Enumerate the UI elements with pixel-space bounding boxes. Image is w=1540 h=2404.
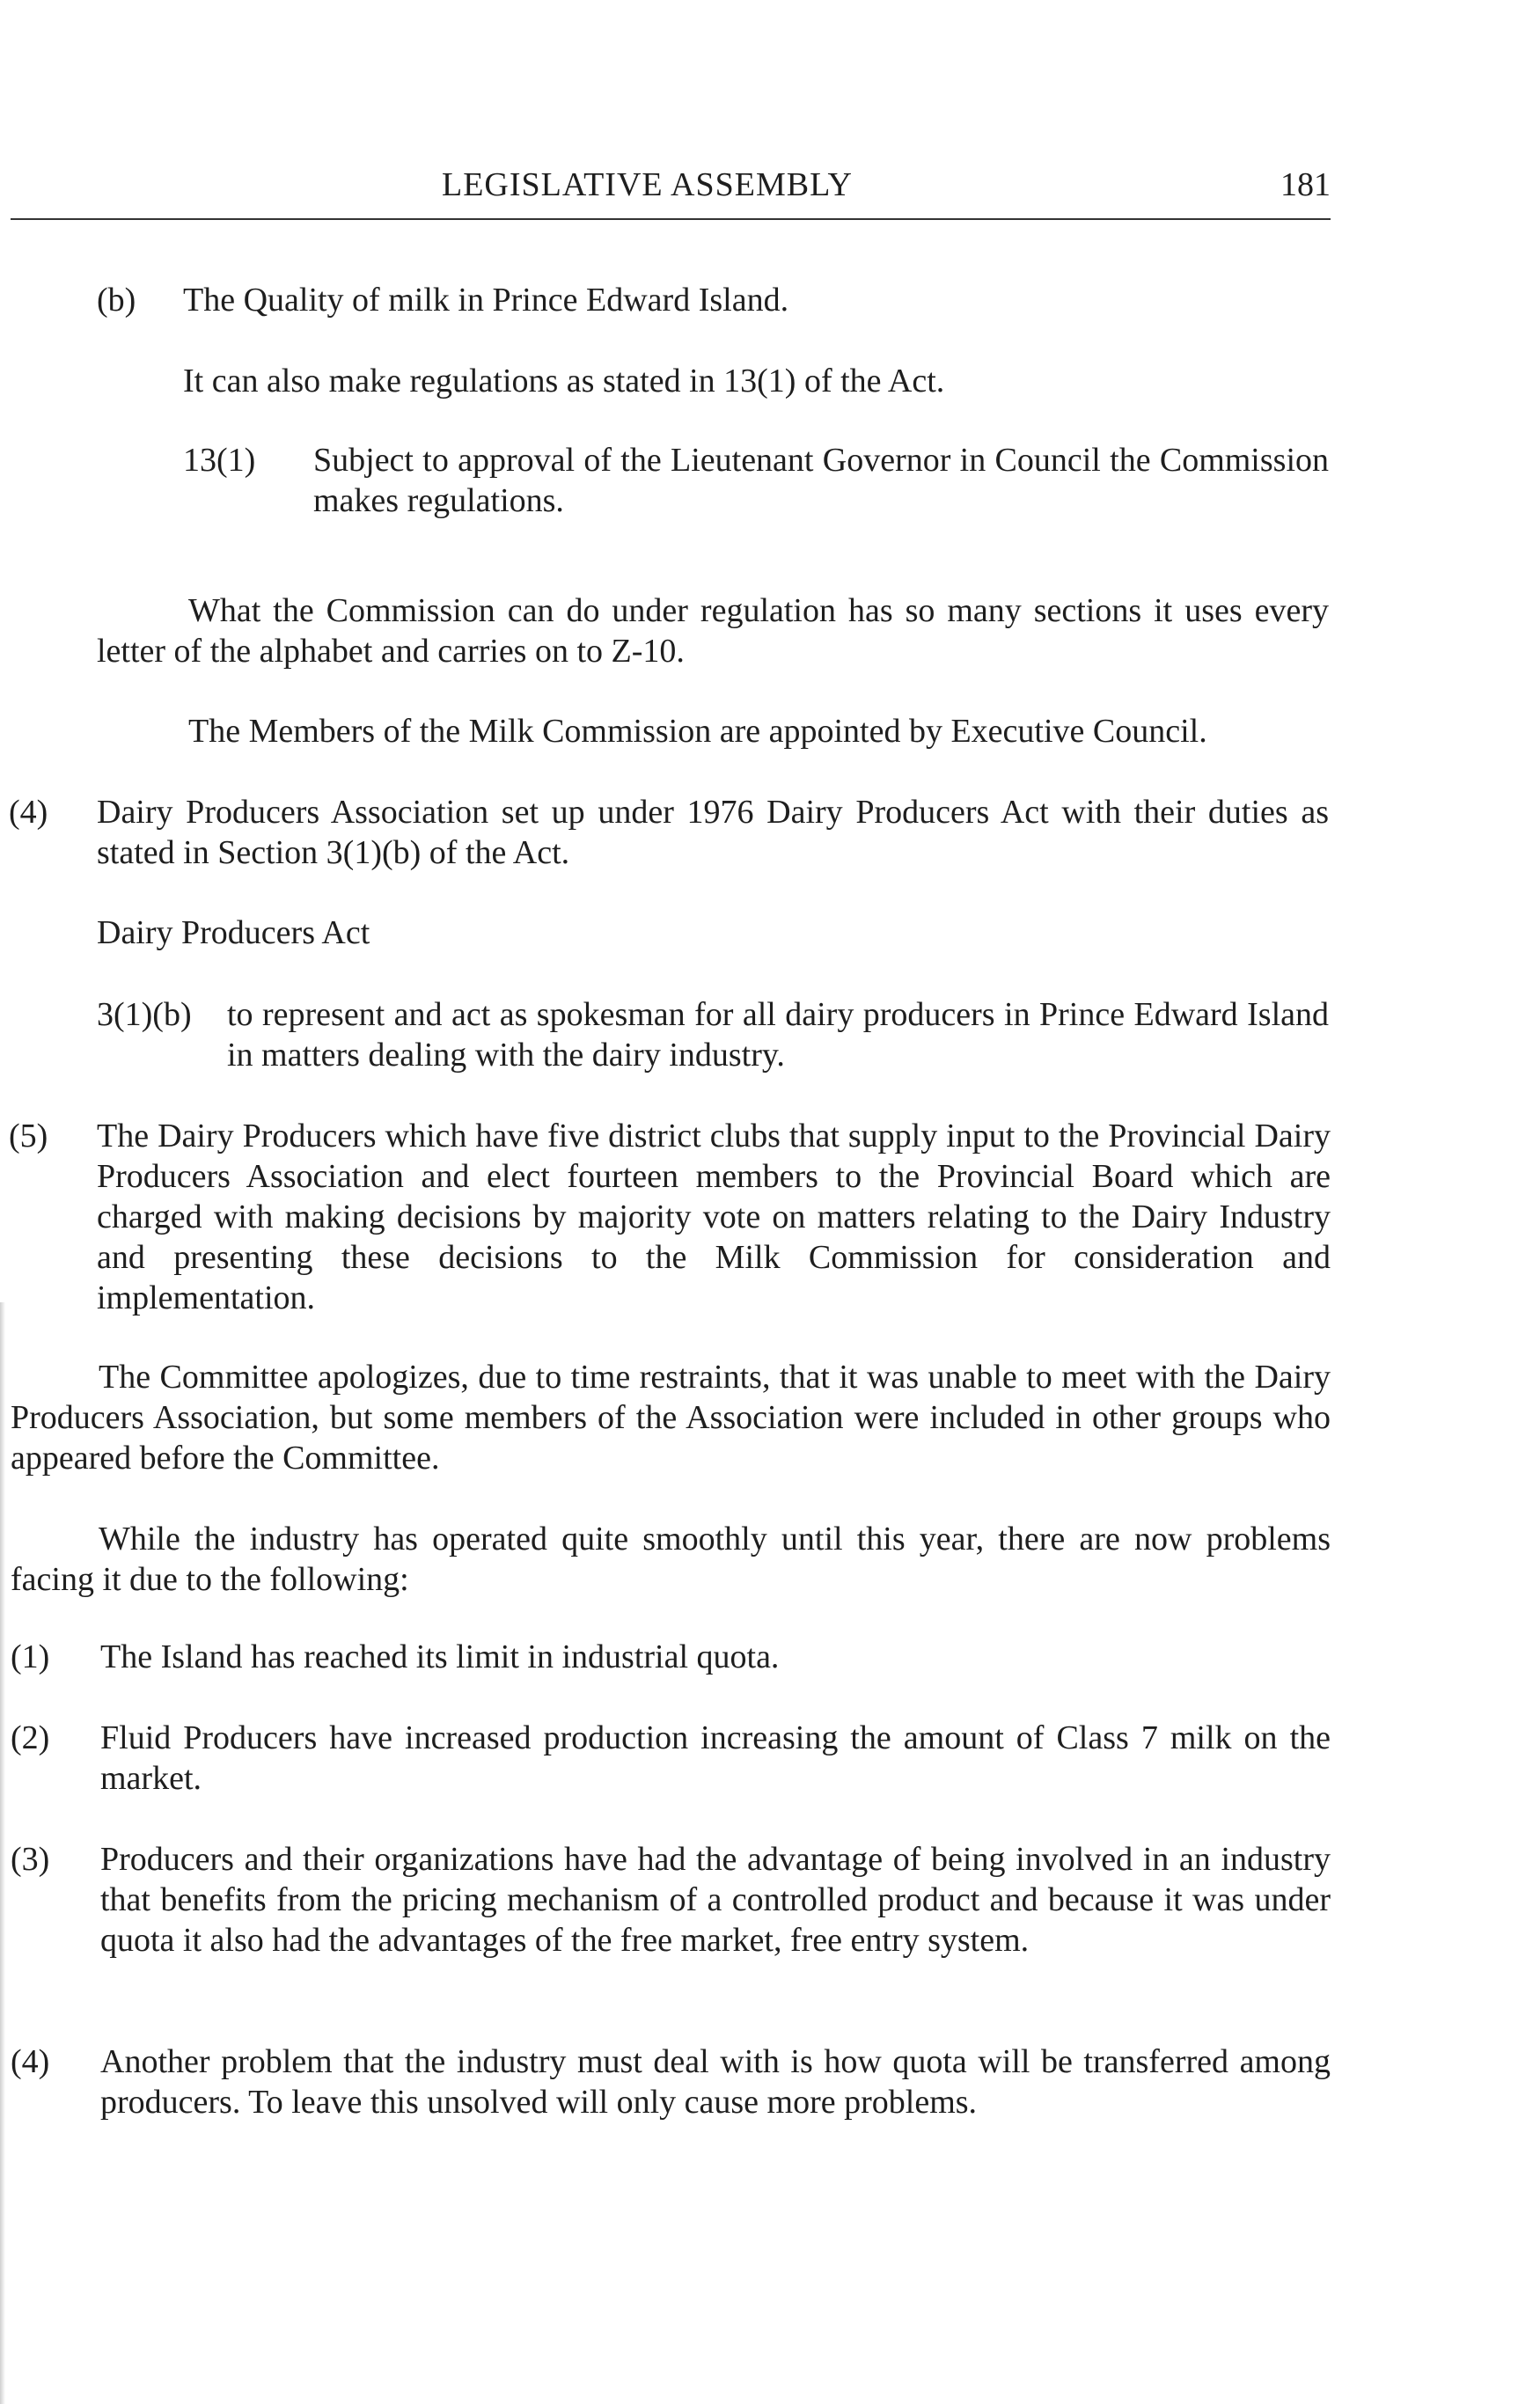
item-b-label: (b) bbox=[97, 282, 136, 319]
running-head: LEGISLATIVE ASSEMBLY bbox=[442, 166, 853, 203]
item-5-label: (5) bbox=[9, 1118, 48, 1154]
act-title: Dairy Producers Act bbox=[97, 914, 370, 951]
section-13-1-text: Subject to approval of the Lieutenant Governor in Council the Commission makes regulations. bbox=[313, 442, 1329, 519]
page-number: 181 bbox=[1280, 166, 1331, 203]
problems-paragraph: While the industry has operated quite smoothly until this year, there are now problems facing it due to the following: bbox=[11, 1521, 1331, 1598]
section-3-1-b-label: 3(1)(b) bbox=[97, 996, 192, 1033]
members-paragraph: The Members of the Milk Commission are appointed by Executive Council. bbox=[188, 713, 1207, 750]
problem-2-text: Fluid Producers have increased production increasing the amount of Class 7 milk on the market. bbox=[100, 1719, 1331, 1797]
section-3-1-b-text: to represent and act as spokesman for all dairy producers in Prince Edward Island in matters dealing with the dairy industry. bbox=[227, 996, 1329, 1074]
problem-2-label: (2) bbox=[11, 1719, 50, 1756]
item-4-text: Dairy Producers Association set up under 1976 Dairy Producers Act with their duties as stated in Section 3(1)(b) of the Act. bbox=[97, 794, 1329, 871]
problem-4-label: (4) bbox=[11, 2043, 50, 2080]
problem-1-text: The Island has reached its limit in industrial quota. bbox=[100, 1638, 780, 1675]
item-4-label: (4) bbox=[9, 794, 48, 831]
regulations-intro: It can also make regulations as stated in 13(1) of the Act. bbox=[183, 363, 945, 399]
page-header bbox=[11, 165, 1331, 220]
problem-3-label: (3) bbox=[11, 1841, 50, 1878]
apology-paragraph: The Committee apologizes, due to time restraints, that it was unable to meet with the Dairy Producers Association, but some members of the Association were included in other groups who appeared before the Committee. bbox=[11, 1359, 1331, 1477]
commission-paragraph: What the Commission can do under regulation has so many sections it uses every letter of the alphabet and carries on to Z-10. bbox=[97, 592, 1329, 670]
section-13-1-label: 13(1) bbox=[183, 442, 256, 479]
item-b-text: The Quality of milk in Prince Edward Island. bbox=[183, 282, 789, 319]
problem-1-label: (1) bbox=[11, 1638, 50, 1675]
page-edge-shadow bbox=[0, 1302, 5, 2404]
problem-4-text: Another problem that the industry must deal with is how quota will be transferred among producers. To leave this unsolved will only cause more problems. bbox=[100, 2043, 1331, 2121]
item-5-text: The Dairy Producers which have five district clubs that supply input to the Provincial Dairy Producers Association and elect fourteen members to the Provincial Board which are charged with making decisions by majority vote on matters relating to the Dairy Industry and presenting these decisions to the Milk Commission for consideration and implementation. bbox=[97, 1118, 1331, 1316]
problem-3-text: Producers and their organizations have had the advantage of being involved in an industry that benefits from the pricing mechanism of a controlled product and because it was under quota it also had the advantages of the free market, free entry system. bbox=[100, 1841, 1331, 1959]
